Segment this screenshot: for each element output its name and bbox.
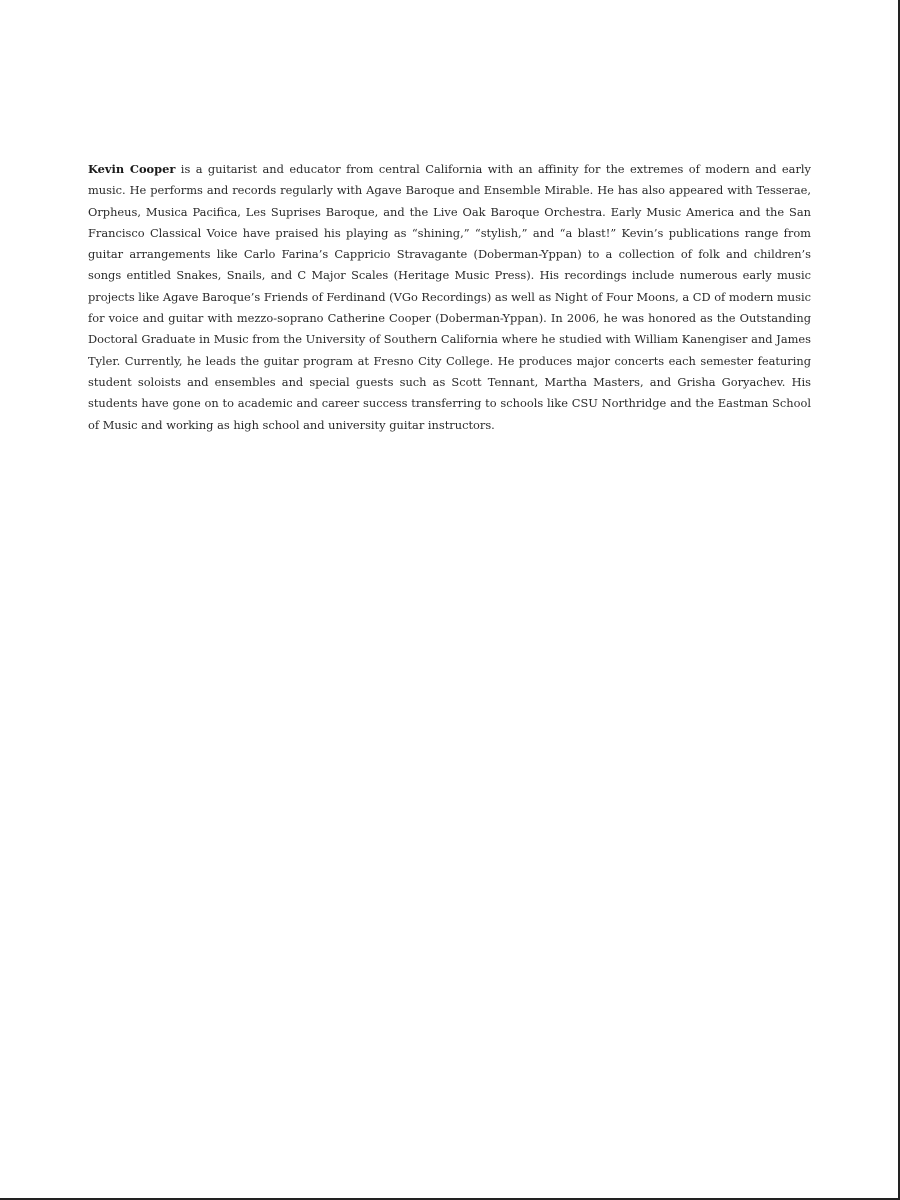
bio-text: is a guitarist and educator from central California with an affinity for the extremes of modern and early music. He performs and records regularly with Agave Baroque and Ensemble Mirable. He has also appeared with Tesserae, Orpheus, Musica Pacifica, Les Suprises Baroque, and the Live Oak Baroque Orchestra. Early Music America and the San Francisco Classical Voice have praised his playing as “shining,” “stylish,” and “a blast!” Kevin’s publications range from guitar arrangements like Carlo Farina’s Cappricio Stravagante (Doberman-Yppan) to a collection of folk and children’s songs entitled Snakes, Snails, and C Major Scales (Heritage Music Press). His recordings include numerous early music projects like Agave Baroque’s Friends of Ferdinand (VGo Recordings) as well as Night of Four Moons, a CD of modern music for voice and guitar with mezzo-soprano Catherine Cooper (Doberman-Yppan). In 2006, he was honored as the Outstanding Doctoral Graduate in Music from the University of Southern California where he studied with William Kanengiser and James Tyler. Currently, he leads the guitar program at Fresno City College. He produces major concerts each semester featuring student soloists and ensembles and special guests such as Scott Tennant, Martha Masters, and Grisha Goryachev. His students have gone on to academic and career success transferring to schools like CSU Northridge and the Eastman School of Music and working as high school and university guitar instructors. bbox=[88, 162, 811, 432]
bio-name: Kevin Cooper bbox=[88, 162, 176, 176]
biography-paragraph bbox=[88, 159, 811, 436]
